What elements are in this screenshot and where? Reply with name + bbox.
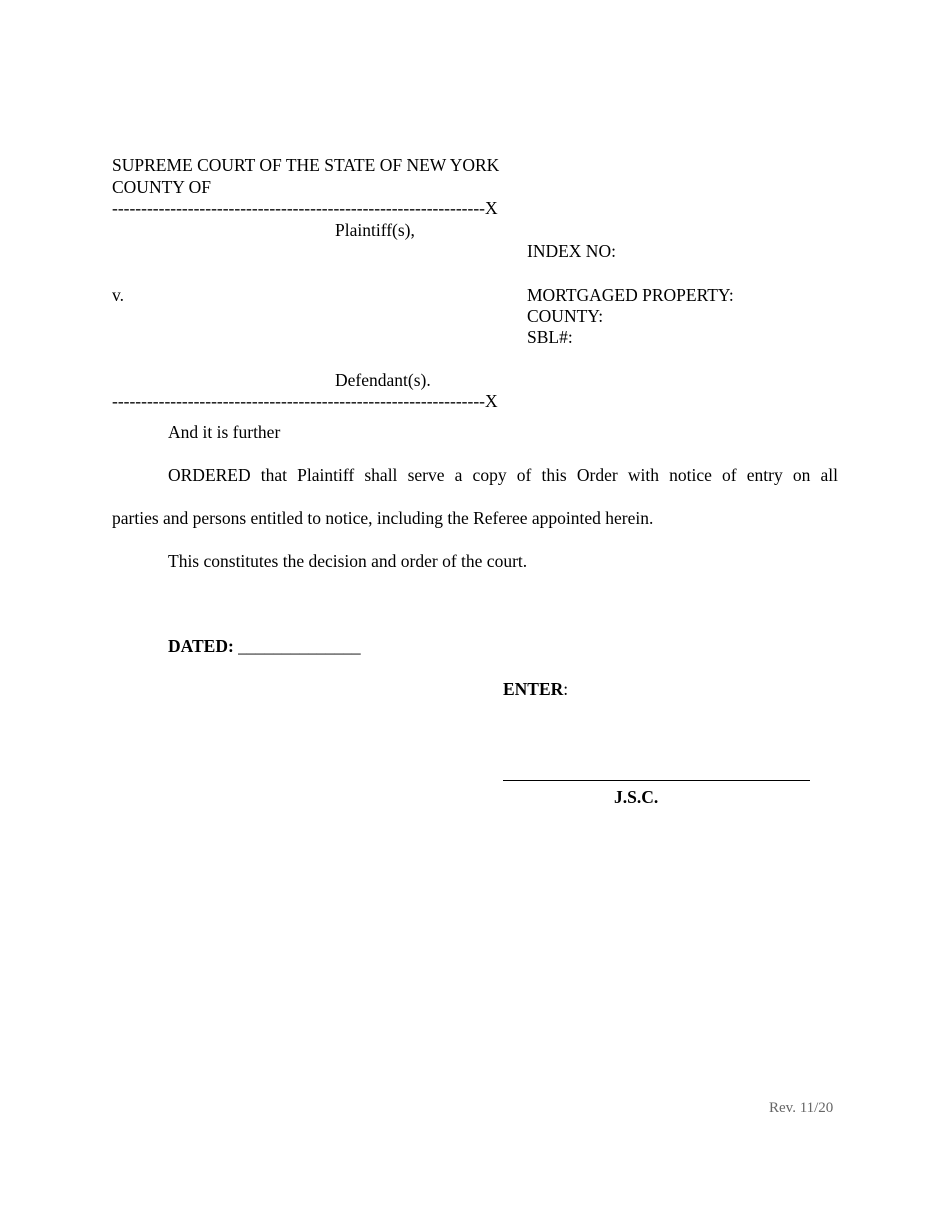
ordered-paragraph: [112, 465, 838, 486]
plaintiff-label: Plaintiff(s),: [335, 220, 415, 240]
dated-line: [168, 636, 361, 657]
revision-note: Rev. 11/20: [769, 1100, 834, 1116]
enter-line: [503, 679, 568, 700]
index-no-label: INDEX NO:: [527, 241, 616, 261]
enter-label: ENTER: [503, 679, 564, 699]
sbl-label: SBL#:: [527, 327, 573, 347]
defendant-label: Defendant(s).: [335, 370, 431, 390]
county-line: COUNTY OF: [112, 177, 212, 197]
ordered-paragraph-line1: ORDERED that Plaintiff shall serve a copy of this Order with notice of entry on all: [168, 465, 838, 485]
further-paragraph: And it is further: [168, 422, 281, 442]
judge-title: J.S.C.: [614, 787, 659, 807]
dated-blank: ______________: [238, 636, 361, 656]
court-name: SUPREME COURT OF THE STATE OF NEW YORK: [112, 155, 500, 175]
signature-line: [503, 780, 810, 781]
county-label: COUNTY:: [527, 306, 604, 326]
caption-divider-bottom: ----------------------------------------------------------------X: [112, 391, 498, 411]
ordered-paragraph-line2: parties and persons entitled to notice, including the Referee appointed herein.: [112, 508, 654, 528]
versus-label: v.: [112, 285, 124, 305]
dated-label: DATED:: [168, 636, 234, 656]
mortgaged-property-label: MORTGAGED PROPERTY:: [527, 285, 734, 305]
enter-colon: :: [563, 679, 569, 699]
decision-paragraph: This constitutes the decision and order of the court.: [168, 551, 528, 571]
caption-divider-top: ----------------------------------------------------------------X: [112, 198, 498, 218]
